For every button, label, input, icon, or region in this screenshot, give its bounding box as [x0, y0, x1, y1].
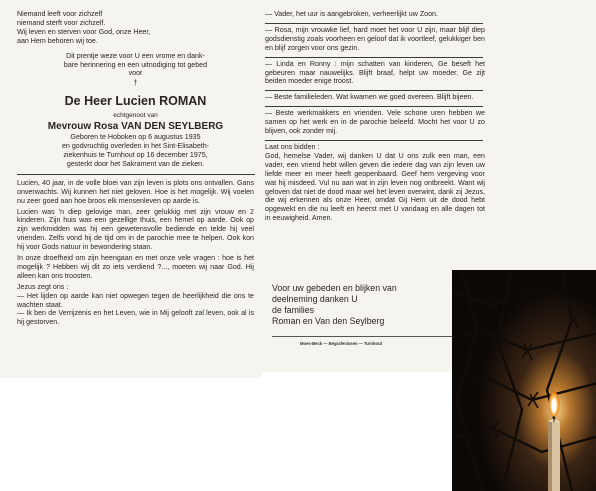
bio-line: gesterkt door het Sakrament van de zieken.: [66, 159, 205, 168]
bio-line: ziekenhuis te Turnhout op 16 december 1975,: [63, 150, 208, 159]
spouse-label: echtgenoot van: [113, 112, 158, 120]
thanks-line: Voor uw gebeden en blijken van: [272, 283, 397, 293]
quote: — Ik ben de Verrijzenis en het Leven, wie in Mij gelooft zal leven, ook al is hij gestorven.: [17, 309, 254, 327]
printer-divider: [272, 336, 452, 337]
farewell: — Beste werkmakkers en vrienden. Vele schone uren hebben we samen op het werk en in de parochie beleefd. Mocht het voor U zo blijven, ook zonder mij.: [265, 109, 485, 136]
divider: [265, 57, 483, 58]
poem-line: aan Hem behoren wij toe.: [17, 36, 98, 45]
thanks-line: deelneming danken U: [272, 294, 358, 304]
paragraph: Jezus zegt ons :: [17, 282, 69, 291]
farewell: — Rosa, mijn vrouwke lief, hard moet het voor U zijn, maar blijf diep godsdienstig zoals voorheen en geloof dat ik voortleef, gelukkiger ben en blijf zorgen voor ons gezin.: [265, 25, 485, 52]
cross-icon: †: [133, 79, 138, 88]
quote: — Vader, het uur is aangebroken, verheerlijkt uw Zoon.: [265, 10, 438, 18]
divider: [265, 140, 483, 141]
right-column: [265, 10, 485, 223]
deceased-name: De Heer Lucien ROMAN: [64, 94, 207, 109]
spouse-name: Mevrouw Rosa VAN DEN SEYLBERG: [47, 121, 224, 133]
intro-line: voor: [128, 69, 143, 78]
divider: [265, 90, 483, 91]
divider: [265, 23, 483, 24]
prayer-title: Laat ons bidden :: [265, 142, 320, 151]
left-column: [17, 10, 254, 327]
printer-imprint: Moes-Beck — Begrafenissen — Turnhout: [300, 341, 383, 346]
bio-line: Geboren te Hoboken op 6 augustus 1935: [70, 133, 201, 142]
candle-photo: [452, 270, 596, 491]
intro-line: bare herinnering en een uitnodiging tot gebed: [63, 60, 208, 69]
farewell: — Linda en Ronny : mijn schatten van kinderen, Ge beseft het gebeuren maar nauwelijks. Blijft braaf, helpt uw moeder. Ge zijt beiden moeder enige troost.: [265, 59, 485, 86]
background-margin: [0, 378, 452, 491]
prayer-text: God, hemelse Vader, wij danken U dat U ons zulk een man, een vader, een vriend hebt willen geven die iedere dag van zijn leven uw liefde meer en meer heeft geopenbaard. Geef hem vergeving voor wat hij misdeed. Vul nu aan wat in zijn leven nog ontbreekt. Want wij geloven dat niet de dood maar wel het leven overwint, dank zij Jezus, die wij erkennen als onze Heer, omdat Gij Hem uit de dood hebt opgewekt en die nu leeft en heerst met U vandaag en alle dagen tot in eeuwigheid. Amen.: [265, 151, 485, 223]
poem-line: Niemand leeft voor zichzelf: [17, 10, 103, 18]
candle-icon: [452, 270, 596, 491]
paragraph: In onze droefheid om zijn heengaan en met onze vele vragen : hoe is het mogelijk ? Hebben wij dit zo iets verdiend ?..., moeten wij naar God. Hij alleen kan ons troosten.: [17, 254, 254, 280]
intro-line: Dit prentje weze voor U een vrome en dank-: [66, 51, 205, 60]
poem-line: Wij leven en sterven voor God, onze Heer,: [17, 27, 151, 36]
paragraph: Lucien, 40 jaar, in de volle bloei van zijn leven is plots ons ontvallen. Gans onverwachts. Wij kunnen het niet geloven. Hoe is het mogelijk. Wij voelen nu zeer goed aan hoe broos elk mensenleven op aarde is.: [17, 178, 254, 205]
quote: — Het lijden op aarde kan niet opwegen tegen de heerlijkheid die ons te wachten staat.: [17, 291, 254, 309]
thanks-block: [272, 283, 472, 327]
thanks-line: Roman en Van den Seylberg: [272, 316, 385, 326]
thanks-line: de families: [272, 305, 315, 315]
divider: [265, 106, 483, 107]
biography: [17, 133, 254, 169]
poem-line: niemand sterft voor zichzelf.: [17, 18, 106, 27]
bio-line: en godvruchtig overleden in het Sint-Elisabeth-: [61, 142, 210, 151]
paragraph: Lucien was 'n diep gelovige man, zeer gelukkig met zijn vrouw en 2 kinderen. Zijn huis was een gezellige thuis, een hemel op aarde. Ook op zijn werkmidden was hij een gewetensvolle bediende en telde hij veel vrienden. Zelfs vond hij de tijd om in de parochie mee te helpen. Ook kon hij voor Gods natuur in bewondering staan.: [17, 207, 254, 252]
farewell: — Beste familieleden. Wat kwamen we goed overeen. Blijft bijeen.: [265, 93, 474, 102]
divider: [17, 174, 255, 175]
opening-poem: [17, 10, 254, 46]
